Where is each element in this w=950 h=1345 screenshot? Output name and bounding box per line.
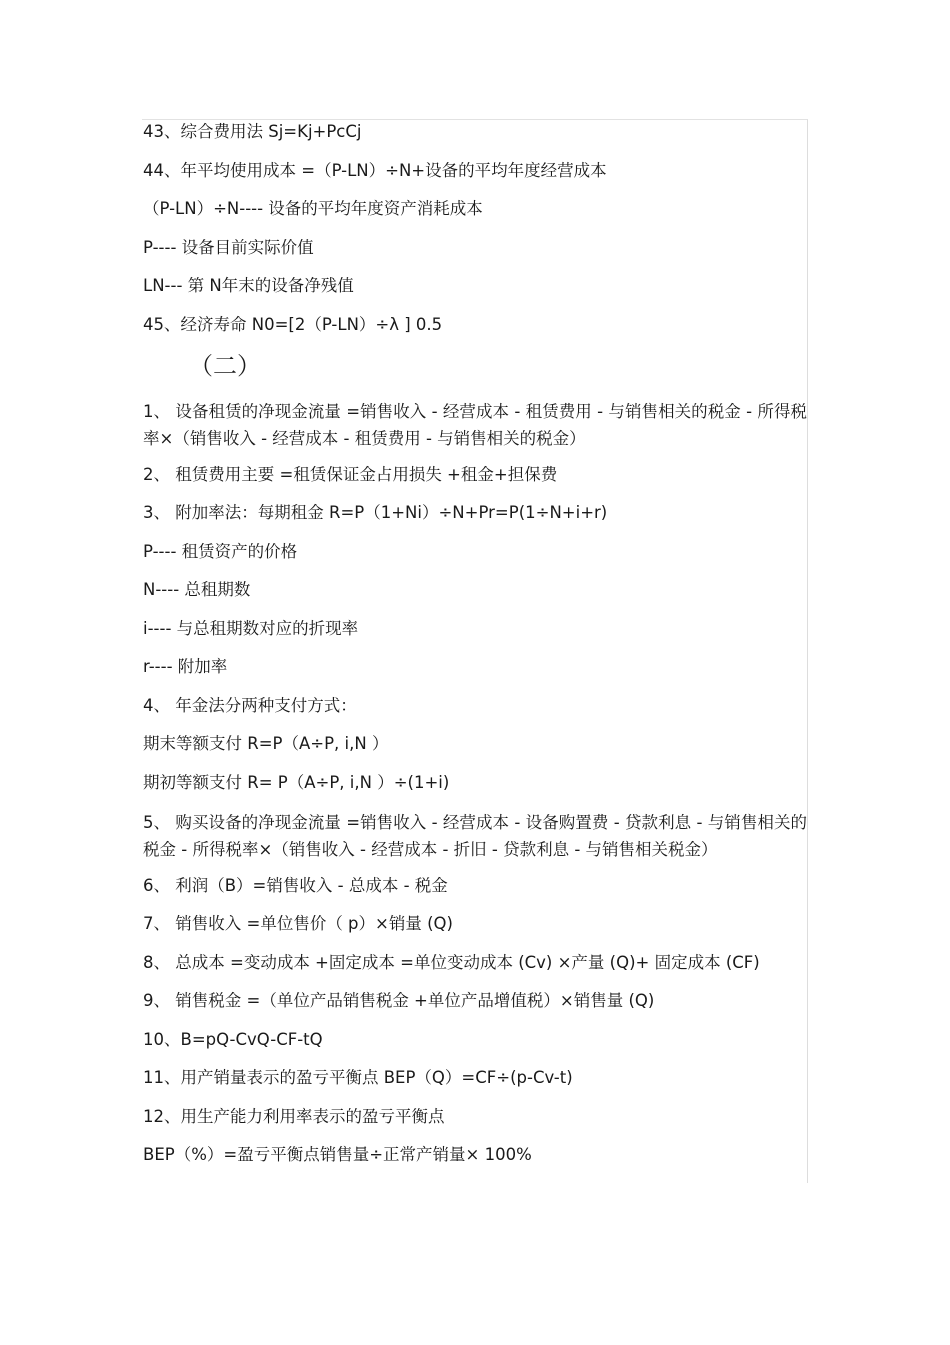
formula-line: 期初等额支付 R= P（A÷P, i,N ）÷(1+i)	[143, 772, 450, 792]
document-body	[143, 120, 807, 1182]
formula-line: BEP（%）=盈亏平衡点销售量÷正常产销量× 100%	[143, 1145, 532, 1164]
formula-line: i---- 与总租期数对应的折现率	[143, 618, 359, 638]
formula-line: 44、年平均使用成本 =（P-LN）÷N+设备的平均年度经营成本	[143, 160, 607, 180]
formula-line: N---- 总租期数	[143, 580, 251, 599]
formula-line: 2、 租赁费用主要 =租赁保证金占用损失 +租金+担保费	[143, 464, 558, 484]
formula-line: 12、用生产能力利用率表示的盈亏平衡点	[143, 1106, 445, 1126]
section-heading: （二）	[189, 352, 261, 380]
formula-line: 4、 年金法分两种支付方式：	[143, 695, 357, 715]
formula-line: r---- 附加率	[143, 657, 228, 676]
formula-line: 期末等额支付 R=P（A÷P, i,N ）	[143, 734, 389, 753]
formula-line: P---- 租赁资产的价格	[143, 541, 298, 561]
formula-line: 10、B=pQ-CvQ-CF-tQ	[143, 1029, 323, 1049]
formula-line: 3、 附加率法：每期租金 R=P（1+Ni）÷N+Pr=P(1÷N+i+r)	[143, 503, 608, 522]
formula-line: 45、经济寿命 N0=[2（P-LN）÷λ ] 0.5	[143, 314, 443, 334]
formula-line: 8、 总成本 =变动成本 +固定成本 =单位变动成本 (Cv) ×产量 (Q)+ 固定成本 (CF)	[143, 952, 760, 972]
formula-paragraph: 5、 购买设备的净现金流量 =销售收入 - 经营成本 - 设备购置费 - 贷款利息 - 与销售相关的税金 - 所得税率×（销售收入 - 经营成本 - 折旧 - 贷款利息 - 与销售相关税金）	[143, 813, 807, 859]
formula-line: （P-LN）÷N---- 设备的平均年度资产消耗成本	[143, 199, 483, 218]
formula-line: 11、用产销量表示的盈亏平衡点 BEP（Q）=CF÷(p-Cv-t)	[143, 1068, 573, 1087]
formula-line: 9、 销售税金 =（单位产品销售税金 +单位产品增值税）×销售量 (Q)	[143, 991, 655, 1010]
formula-line: 7、 销售收入 =单位售价（ p）×销量 (Q)	[143, 914, 453, 933]
formula-line: P---- 设备目前实际价值	[143, 237, 314, 257]
formula-line: LN--- 第 N年末的设备净残值	[143, 276, 354, 295]
formula-paragraph: 1、 设备租赁的净现金流量 =销售收入 - 经营成本 - 租赁费用 - 与销售相关的税金 - 所得税率×（销售收入 - 经营成本 - 租赁费用 - 与销售相关的税金）	[143, 402, 807, 448]
formula-line: 43、综合费用法 Sj=Kj+PcCj	[143, 122, 362, 141]
formula-line: 6、 利润（B）=销售收入 - 总成本 - 税金	[143, 875, 448, 895]
